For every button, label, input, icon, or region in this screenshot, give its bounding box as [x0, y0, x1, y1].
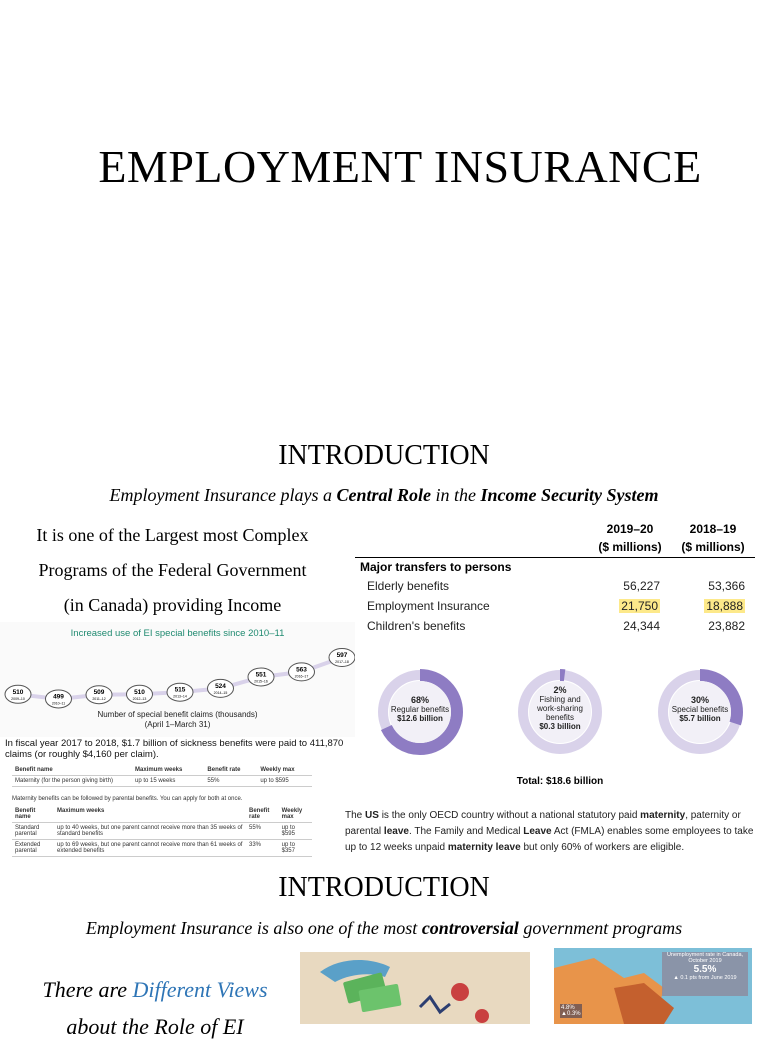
- data-point: [167, 683, 193, 701]
- table-header: Benefit rate: [246, 806, 279, 823]
- tick-label: 2012–13: [132, 696, 147, 701]
- tick-label: 2015–16: [254, 679, 268, 684]
- map-info-note: ▲ 0.1 pts from June 2019: [673, 975, 737, 981]
- data-label: 597: [336, 652, 348, 659]
- tick-label: 2011–12: [92, 697, 106, 702]
- column-header: 2019–20: [606, 522, 654, 536]
- row-value: 23,882: [708, 619, 745, 633]
- donut-label: [510, 685, 610, 731]
- donut-text: Regular benefits: [390, 705, 450, 714]
- chart-footer: Number of special benefit claims (thousands): [97, 710, 258, 719]
- data-label: 563: [296, 666, 307, 674]
- row-label: Employment Insurance: [367, 599, 490, 613]
- table-header: Benefit name: [12, 765, 132, 776]
- section-label: Major transfers to persons: [360, 560, 512, 574]
- row-value-highlighted: 21,750: [621, 599, 658, 613]
- donut-amount: $5.7 billion: [679, 714, 721, 723]
- donut-total: Total: $18.6 billion: [516, 776, 604, 787]
- data-label: 515: [174, 686, 186, 694]
- tick-label: 2016–17: [294, 674, 309, 679]
- claims-line-chart: [0, 640, 355, 715]
- maternity-table: [12, 765, 312, 787]
- table-header: Weekly max: [279, 806, 312, 823]
- data-point: [248, 668, 274, 686]
- column-header: 2018–19: [689, 522, 737, 536]
- table-cell: Maternity (for the person giving birth): [12, 776, 132, 787]
- table-header: Weekly max: [257, 765, 312, 776]
- sickness-benefits-text: In fiscal year 2017 to 2018, $1.7 billion of sickness benefits were paid to 411,870 claims (or roughly $4,160 per claim).: [5, 738, 344, 760]
- tick-label: 2014–15: [213, 690, 228, 695]
- table-cell: up to $595: [257, 776, 312, 787]
- row-value-highlighted: 18,888: [706, 599, 743, 613]
- donut-amount: $12.6 billion: [397, 714, 443, 723]
- data-point: [5, 685, 31, 703]
- data-label: 509: [93, 689, 105, 697]
- data-label: 524: [215, 682, 226, 690]
- tick-label: 2009–10: [11, 696, 25, 701]
- table-rule: [355, 557, 755, 558]
- section-heading: INTRODUCTION: [278, 440, 490, 471]
- table-header: Maximum weeks: [54, 806, 246, 823]
- row-value: 24,344: [623, 619, 660, 633]
- money-illustration: [300, 952, 530, 1024]
- table-cell: up to 69 weeks, but one parent cannot receive more than 61 weeks of extended benefits: [54, 840, 246, 857]
- table-cell: Extended parental: [12, 840, 54, 857]
- row-value: 53,366: [708, 579, 745, 593]
- slide-subtitle: Employment Insurance is also one of the most controversial government programs: [85, 918, 683, 938]
- table-cell: up to $595: [279, 823, 312, 840]
- intro-line: It is one of the Largest most Complex: [36, 525, 309, 545]
- us-maternity-text: The US is the only OECD country without a national statutory paid maternity, paternity or parental leave. The Family and Medical Leave Act (FMLA) enables some employees to take up to 12 weeks unpaid maternity leave but only 60% of workers are eligible.: [345, 810, 754, 853]
- chart-footer-2: (April 1–March 31): [144, 720, 211, 729]
- tick-label: 2017–18: [335, 660, 349, 664]
- map-region-label: 4.8% ▲0.3%: [561, 1005, 581, 1017]
- table-header: Maximum weeks: [132, 765, 204, 776]
- data-point: [208, 679, 234, 697]
- donut-amount: $0.3 billion: [539, 722, 581, 731]
- map-info-title: Unemployment rate in Canada, October 2019: [666, 952, 744, 964]
- views-paragraph: There are Different Views: [42, 977, 268, 1002]
- table-cell: 55%: [246, 823, 279, 840]
- donut-text: benefits: [545, 713, 575, 722]
- intro-line: Programs of the Federal Government: [38, 560, 307, 580]
- chart-title: Increased use of EI special benefits since 2010–11: [70, 628, 285, 639]
- donut-percent: 68%: [410, 695, 429, 705]
- donut-percent: 2%: [553, 685, 567, 695]
- donut-label: [370, 695, 470, 723]
- table-cell: up to 40 weeks, but one parent cannot receive more than 35 weeks of standard benefits: [54, 823, 246, 840]
- section-heading: INTRODUCTION: [278, 872, 490, 903]
- unemployment-map: [554, 948, 752, 1024]
- data-point: [127, 685, 153, 703]
- tick-label: 2010–11: [51, 701, 66, 706]
- money-illustration-art: [300, 952, 530, 1024]
- tick-label: 2013–14: [173, 694, 187, 699]
- transfers-table: [355, 520, 755, 638]
- data-point: [86, 686, 112, 704]
- data-point: [329, 649, 355, 667]
- donut-text: Fishing and: [539, 695, 581, 704]
- table-header: Benefit rate: [204, 765, 257, 776]
- row-label: Children's benefits: [367, 619, 466, 633]
- data-point: [46, 690, 72, 708]
- donut-label: [650, 695, 750, 723]
- maternity-note: Maternity benefits can be followed by parental benefits. You can apply for both at once.: [12, 796, 243, 802]
- parental-table: [12, 806, 312, 857]
- table-cell: 55%: [204, 776, 257, 787]
- benefits-donut-charts: [360, 660, 760, 795]
- donut-text: work-sharing: [537, 704, 583, 713]
- data-point: [289, 663, 315, 681]
- table-cell: 33%: [246, 840, 279, 857]
- claims-chart: [0, 622, 355, 737]
- data-label: 510: [12, 688, 24, 696]
- intro-paragraph: [0, 518, 345, 623]
- intro-line: (in Canada) providing Income: [63, 595, 282, 615]
- table-cell: up to $357: [279, 840, 312, 857]
- slide-subtitle: Employment Insurance plays a Central Role in the Income Security System: [109, 485, 659, 505]
- data-label: 499: [53, 693, 64, 701]
- table-cell: Standard parental: [12, 823, 54, 840]
- donut-percent: 30%: [690, 695, 709, 705]
- slide-title: EMPLOYMENT INSURANCE: [98, 141, 702, 192]
- data-label: 510: [134, 688, 145, 696]
- row-label: Elderly benefits: [367, 579, 450, 593]
- data-label: 551: [255, 671, 267, 679]
- table-cell: up to 15 weeks: [132, 776, 204, 787]
- column-header-unit: ($ millions): [681, 540, 745, 554]
- donut-text: Special benefits: [671, 705, 729, 714]
- table-header: Benefit name: [12, 806, 54, 823]
- map-info-box: [662, 952, 748, 996]
- map-info-value: 5.5%: [693, 964, 717, 975]
- views-paragraph-line2: about the Role of EI: [66, 1014, 244, 1039]
- row-value: 56,227: [623, 579, 660, 593]
- column-header-unit: ($ millions): [598, 540, 662, 554]
